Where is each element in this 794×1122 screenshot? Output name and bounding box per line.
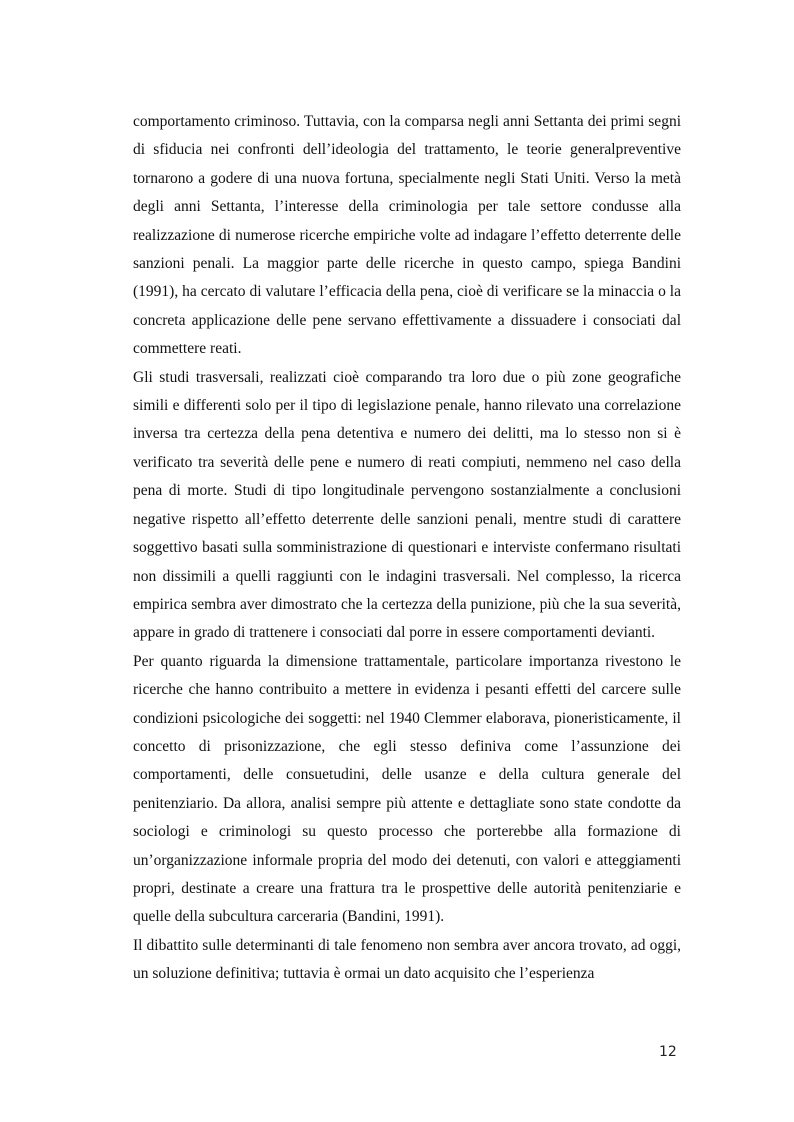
paragraph-3: Per quanto riguarda la dimensione trattamentale, particolare importanza rivestono le ricerche che hanno contribuito a mettere in evidenza i pesanti effetti del carcere sulle condizioni psicologiche dei soggetti: nel 1940 Clemmer elaborava, pioneristicamente, il concetto di prisonizzazione, che egli stesso definiva come l’assunzione dei comportamenti, delle consuetudini, delle usanze e della cultura generale del penitenziario. Da allora, analisi sempre più attente e dettagliate sono state condotte da sociologi e criminologi su questo processo che porterebbe alla formazione di un’organizzazione informale propria del modo dei detenuti, con valori e atteggiamenti propri, destinate a creare una frattura tra le prospettive delle autorità penitenziarie e quelle della subcultura carceraria (Bandini, 1991). xyxy=(133,652,681,926)
paragraph-1: comportamento criminoso. Tuttavia, con la comparsa negli anni Settanta dei primi segni di sfiducia nei confronti dell’ideologia del trattamento, le teorie generalpreventive tornarono a godere di una nuova fortuna, specialmente negli Stati Uniti. Verso la metà degli anni Settanta, l’interesse della criminologia per tale settore condusse alla realizzazione di numerose ricerche empiriche volte ad indagare l’effetto deterrente delle sanzioni penali. La maggior parte delle ricerche in questo campo, spiega Bandini (1991), ha cercato di valutare l’efficacia della pena, cioè di verificare se la minaccia o la concreta applicazione delle pene servano effettivamente a dissuadere i consociati dal commettere reati. xyxy=(133,113,681,358)
paragraph-2: Gli studi trasversali, realizzati cioè comparando tra loro due o più zone geografiche simili e differenti solo per il tipo di legislazione penale, hanno rilevato una correlazione inversa tra certezza della pena detentiva e numero dei delitti, ma lo stesso non si è verificato tra severità delle pene e numero di reati compiuti, nemmeno nel caso della pena di morte. Studi di tipo longitudinale pervengono sostanzialmente a conclusioni negative rispetto all’effetto deterrente delle sanzioni penali, mentre studi di carattere soggettivo basati sulla somministrazione di questionari e interviste confermano risultati non dissimili a quelli raggiunti con le indagini trasversali. Nel complesso, la ricerca empirica sembra aver dimostrato che la certezza della punizione, più che la sua severità, appare in grado di trattenere i consociati dal porre in essere comportamenti devianti. xyxy=(133,368,681,642)
body-text xyxy=(133,108,681,989)
paragraph-4: Il dibattito sulle determinanti di tale fenomeno non sembra aver ancora trovato, ad oggi, un soluzione definitiva; tuttavia è ormai un dato acquisito che l’esperienza xyxy=(133,936,681,983)
page-number: 12 xyxy=(659,1044,677,1060)
